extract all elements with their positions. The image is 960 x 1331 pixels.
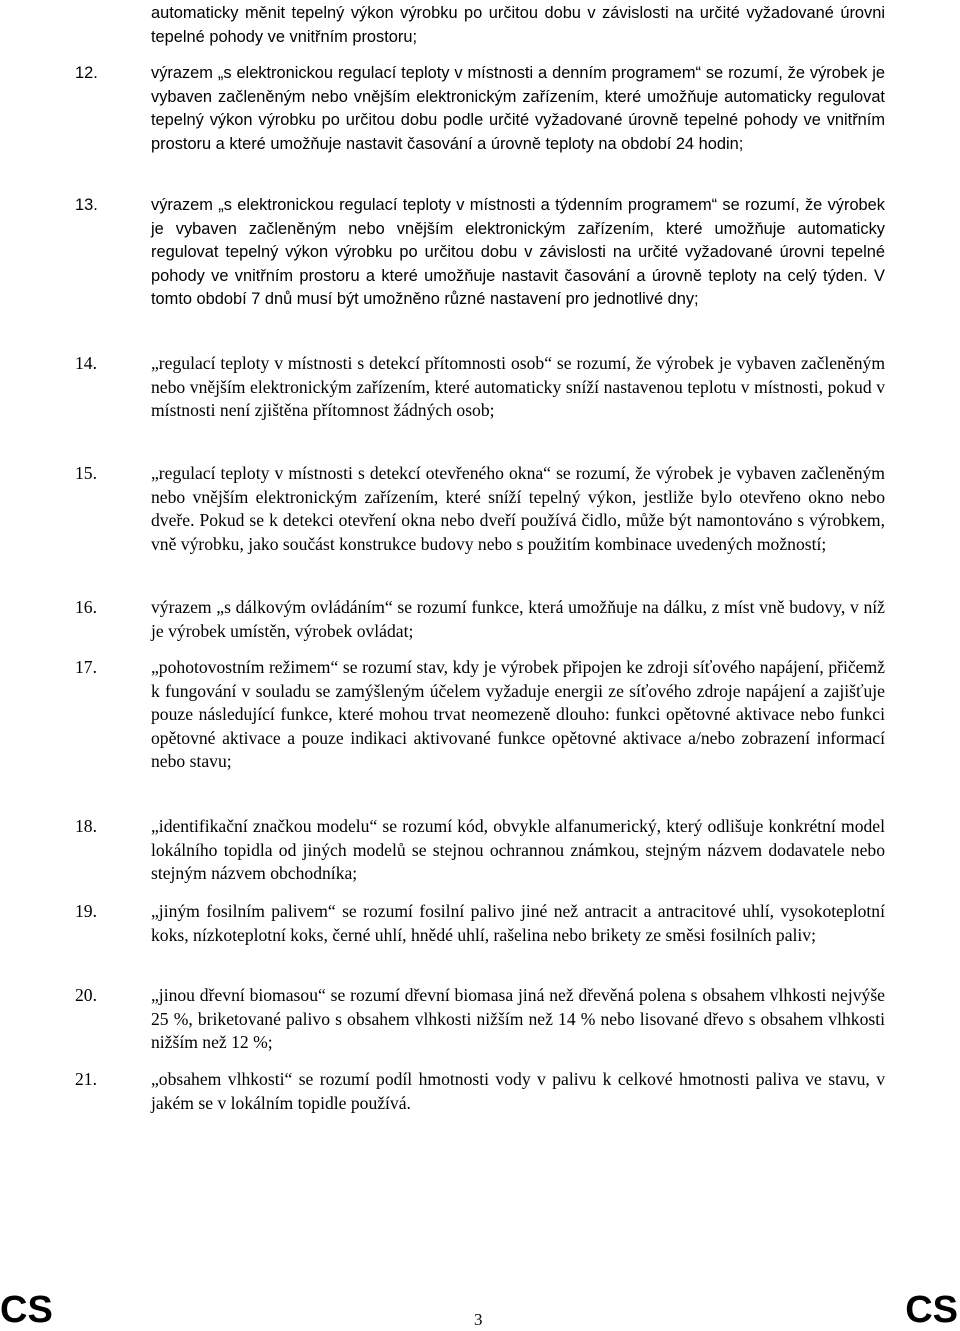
definition-number: 19. — [75, 901, 97, 921]
definition-number: 16. — [75, 597, 97, 617]
definition-continuation — [75, 2, 885, 49]
definition-item-20 — [75, 984, 885, 1055]
definition-number: 12. — [75, 64, 98, 82]
definition-number: 21. — [75, 1069, 97, 1089]
definition-item-16 — [75, 596, 885, 643]
definition-text: výrazem „s dálkovým ovládáním“ se rozumí funkce, která umožňuje na dálku, z míst vně budovy, v níž je výrobek umístěn, výrobek ovládat; — [151, 597, 885, 641]
definition-number: 18. — [75, 816, 97, 836]
definition-item-13 — [75, 194, 885, 312]
definition-number: 20. — [75, 985, 97, 1005]
definition-item-18 — [75, 815, 885, 886]
definition-text: „regulací teploty v místnosti s detekcí otevřeného okna“ se rozumí, že výrobek je vybaven začleněným nebo vnějším elektronickým zařízením, které sníží tepelný výkon, jestliže bylo otevřeno okno nebo dveře. Pokud se k detekci otevření okna nebo dveří používá čidlo, může být namontováno s výrobkem, vně výrobku, jako součást konstrukce budovy nebo s použitím kombinace uvedených možností; — [151, 463, 885, 554]
definition-item-15 — [75, 462, 885, 556]
footer-language-code-right: CS — [905, 1289, 958, 1331]
page-number: 3 — [474, 1310, 483, 1329]
definition-text: automaticky měnit tepelný výkon výrobku po určitou dobu v závislosti na určité vyžadované úrovni tepelné pohody ve vnitřním prostoru; — [151, 4, 885, 46]
definition-item-12 — [75, 62, 885, 156]
definition-item-21 — [75, 1068, 885, 1115]
definition-text: „regulací teploty v místnosti s detekcí přítomnosti osob“ se rozumí, že výrobek je vybaven začleněným nebo vnějším elektronickým zařízením, které automaticky sníží nastavenou teplotu v místnosti, pokud v místnosti není zjištěna přítomnost žádných osob; — [151, 353, 885, 420]
definition-text: „obsahem vlhkosti“ se rozumí podíl hmotnosti vody v palivu k celkové hmotnosti paliva ve stavu, v jakém se v lokálním topidle používá. — [151, 1069, 885, 1113]
definition-item-17 — [75, 656, 885, 774]
definition-number: 14. — [75, 353, 97, 373]
definition-text: „pohotovostním režimem“ se rozumí stav, kdy je výrobek připojen ke zdroji síťového napájení, přičemž k fungování v souladu se zamýšleným účelem vyžaduje energii ze síťového zdroje napájení a zajišťuje pouze následující funkce, které mohou trvat neomezeně dlouho: funkci opětovné aktivace nebo funkci opětovné aktivace a pouze indikaci aktivované funkce opětovné aktivace a/nebo zobrazení informací nebo stavu; — [151, 657, 885, 771]
definition-text: výrazem „s elektronickou regulací teploty v místnosti a týdenním programem“ se rozumí, že výrobek je vybaven začleněným nebo vnějším elektronickým zařízením, které umožňuje automaticky regulovat tepelný výkon výrobku po určitou dobu v závislosti na určité vyžadované úrovni tepelné pohody ve vnitřním prostoru a které umožňuje nastavit časování a úrovně teploty na celý týden. V tomto období 7 dnů musí být umožněno různé nastavení pro jednotlivé dny; — [151, 196, 885, 308]
definition-text: „jiným fosilním palivem“ se rozumí fosilní palivo jiné než antracit a antracitové uhlí, vysokoteplotní koks, nízkoteplotní koks, černé uhlí, hnědé uhlí, rašelina nebo brikety ze směsi fosilních paliv; — [151, 901, 885, 945]
definition-number: 15. — [75, 463, 97, 483]
definition-item-19 — [75, 900, 885, 947]
definition-text: výrazem „s elektronickou regulací teploty v místnosti a denním programem“ se rozumí, že výrobek je vybaven začleněným nebo vnějším elektronickým zařízením, které umožňuje automaticky regulovat tepelný výkon výrobku po určitou dobu podle určité vyžadované úrovně tepelné pohody ve vnitřním prostoru a které umožňuje nastavit časování a úrovně teploty na období 24 hodin; — [151, 64, 885, 153]
definition-item-14 — [75, 352, 885, 423]
definition-number: 17. — [75, 657, 97, 677]
footer-language-code-left: CS — [0, 1289, 53, 1331]
definition-text: „identifikační značkou modelu“ se rozumí kód, obvykle alfanumerický, který odlišuje konkrétní model lokálního topidla od jiných modelů se stejnou ochrannou známkou, stejným názvem dodavatele nebo stejným názvem obchodníka; — [151, 816, 885, 883]
definition-text: „jinou dřevní biomasou“ se rozumí dřevní biomasa jiná než dřevěná polena s obsahem vlhkosti nejvýše 25 %, briketované palivo s obsahem vlhkosti nižším než 14 % nebo lisované dřevo s obsahem vlhkosti nižším než 12 %; — [151, 985, 885, 1052]
definition-number: 13. — [75, 196, 98, 214]
